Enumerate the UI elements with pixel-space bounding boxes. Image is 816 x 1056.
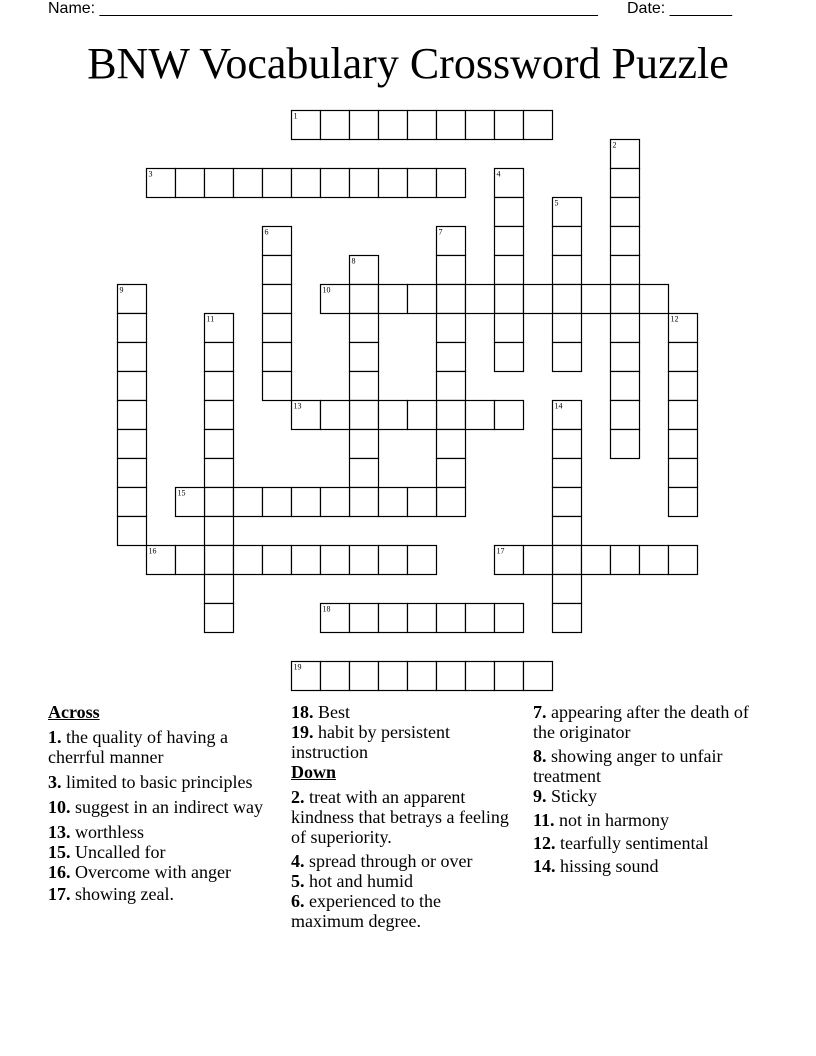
grid-cell[interactable] <box>495 401 524 430</box>
grid-cell[interactable] <box>553 343 582 372</box>
grid-cell[interactable] <box>379 604 408 633</box>
grid-cell[interactable] <box>437 488 466 517</box>
grid-cell[interactable] <box>118 285 147 314</box>
clue-number-label: 9 <box>119 285 124 295</box>
grid-cell[interactable] <box>553 546 582 575</box>
grid-cell[interactable] <box>495 285 524 314</box>
clue-number-label: 14 <box>554 401 563 411</box>
grid-cell[interactable] <box>350 546 379 575</box>
grid-cell[interactable] <box>582 546 611 575</box>
grid-cell[interactable] <box>495 111 524 140</box>
grid-cell[interactable] <box>205 314 234 343</box>
date-field-label: Date: _______ <box>627 0 732 17</box>
clue-across-16: 16. Overcome with anger <box>48 862 231 882</box>
grid-cell[interactable] <box>118 488 147 517</box>
grid-cell[interactable] <box>553 256 582 285</box>
grid-cell[interactable] <box>263 343 292 372</box>
grid-cell[interactable] <box>176 488 205 517</box>
grid-cell[interactable] <box>437 343 466 372</box>
grid-cell[interactable] <box>292 401 321 430</box>
clue-down-2: 2. treat with an apparent kindness that betrays a feeling of superiority. <box>291 787 509 847</box>
grid-cell[interactable] <box>524 111 553 140</box>
grid-cell[interactable] <box>524 285 553 314</box>
grid-cell[interactable] <box>611 198 640 227</box>
grid-cell[interactable] <box>495 546 524 575</box>
clue-number-label: 2 <box>612 140 617 150</box>
grid-cell[interactable] <box>669 430 698 459</box>
grid-cell[interactable] <box>437 256 466 285</box>
grid-cell[interactable] <box>118 517 147 546</box>
grid-cell[interactable] <box>611 169 640 198</box>
grid-cell[interactable] <box>466 111 495 140</box>
grid-cell[interactable] <box>118 401 147 430</box>
clue-number-label: 11 <box>206 314 215 324</box>
clues-column-1 <box>48 702 273 909</box>
down-heading: Down <box>291 762 337 782</box>
grid-cell[interactable] <box>495 343 524 372</box>
grid-cell[interactable] <box>437 285 466 314</box>
clues-column-3 <box>533 702 758 881</box>
grid-cell[interactable] <box>437 227 466 256</box>
grid-cell[interactable] <box>408 401 437 430</box>
clue-down-11: 11. not in harmony <box>533 810 670 830</box>
across-heading: Across <box>48 702 100 722</box>
grid-cell[interactable] <box>611 256 640 285</box>
grid-cell[interactable] <box>263 314 292 343</box>
grid-cell[interactable] <box>495 662 524 691</box>
grid-cell[interactable] <box>611 372 640 401</box>
grid-cell[interactable] <box>263 169 292 198</box>
clue-down-4: 4. spread through or over <box>291 851 473 871</box>
grid-cell[interactable] <box>611 227 640 256</box>
grid-cell[interactable] <box>669 488 698 517</box>
grid-cell[interactable] <box>118 314 147 343</box>
grid-cell[interactable] <box>118 459 147 488</box>
grid-cell[interactable] <box>205 401 234 430</box>
grid-cell[interactable] <box>118 430 147 459</box>
grid-cell[interactable] <box>263 488 292 517</box>
grid-cell[interactable] <box>205 488 234 517</box>
grid-cell[interactable] <box>321 488 350 517</box>
clue-across-3: 3. limited to basic principles <box>48 772 253 792</box>
grid-cell[interactable] <box>292 111 321 140</box>
grid-cell[interactable] <box>263 546 292 575</box>
grid-cell[interactable] <box>466 662 495 691</box>
grid-cell[interactable] <box>205 343 234 372</box>
grid-cell[interactable] <box>553 401 582 430</box>
grid-cell[interactable] <box>350 314 379 343</box>
clue-number-label: 1 <box>293 111 298 121</box>
grid-cell[interactable] <box>495 169 524 198</box>
grid-cell[interactable] <box>669 343 698 372</box>
grid-cell[interactable] <box>611 140 640 169</box>
clue-down-12: 12. tearfully sentimental <box>533 833 709 853</box>
grid-cell[interactable] <box>205 575 234 604</box>
clue-down-8: 8. showing anger to unfair treatment <box>533 746 723 786</box>
grid-cell[interactable] <box>640 546 669 575</box>
grid-cell[interactable] <box>611 314 640 343</box>
grid-cell[interactable] <box>495 604 524 633</box>
grid-cell[interactable] <box>147 546 176 575</box>
grid-cell[interactable] <box>437 372 466 401</box>
clue-number-label: 19 <box>293 662 302 672</box>
grid-cell[interactable] <box>466 401 495 430</box>
grid-cell[interactable] <box>350 111 379 140</box>
grid-cell[interactable] <box>205 546 234 575</box>
grid-cell[interactable] <box>205 430 234 459</box>
grid-cell[interactable] <box>611 401 640 430</box>
grid-cell[interactable] <box>176 546 205 575</box>
grid-cell[interactable] <box>553 314 582 343</box>
grid-cell[interactable] <box>263 227 292 256</box>
grid-cell[interactable] <box>176 169 205 198</box>
grid-cell[interactable] <box>234 488 263 517</box>
grid-cell[interactable] <box>495 198 524 227</box>
grid-cell[interactable] <box>321 401 350 430</box>
clue-across-19: 19. habit by persistent instruction <box>291 722 450 762</box>
grid-cell[interactable] <box>408 488 437 517</box>
grid-cell[interactable] <box>640 285 669 314</box>
clue-number-label: 17 <box>496 546 505 556</box>
grid-cell[interactable] <box>553 604 582 633</box>
grid-cell[interactable] <box>495 256 524 285</box>
grid-cell[interactable] <box>292 662 321 691</box>
grid-cell[interactable] <box>495 227 524 256</box>
grid-cell[interactable] <box>524 546 553 575</box>
grid-cell[interactable] <box>437 314 466 343</box>
grid-cell[interactable] <box>350 285 379 314</box>
clue-down-6: 6. experienced to the maximum degree. <box>291 891 441 931</box>
grid-cell[interactable] <box>611 546 640 575</box>
grid-cell[interactable] <box>437 662 466 691</box>
name-field-label: Name: ________________________________________________________ <box>48 0 598 17</box>
grid-cell[interactable] <box>669 401 698 430</box>
grid-cell[interactable] <box>321 604 350 633</box>
grid-cell[interactable] <box>321 662 350 691</box>
grid-cell[interactable] <box>437 430 466 459</box>
grid-cell[interactable] <box>582 285 611 314</box>
grid-cell[interactable] <box>524 662 553 691</box>
grid-cell[interactable] <box>292 488 321 517</box>
clue-across-18: 18. Best <box>291 702 351 722</box>
grid-cell[interactable] <box>669 372 698 401</box>
grid-cell[interactable] <box>466 285 495 314</box>
grid-cell[interactable] <box>321 546 350 575</box>
grid-cell[interactable] <box>553 198 582 227</box>
clue-number-label: 13 <box>293 401 302 411</box>
grid-cell[interactable] <box>553 459 582 488</box>
grid-cell[interactable] <box>466 604 495 633</box>
grid-cell[interactable] <box>350 401 379 430</box>
grid-cell[interactable] <box>205 604 234 633</box>
grid-cell[interactable] <box>611 343 640 372</box>
clue-across-1: 1. the quality of having a cherrful manner <box>48 727 228 767</box>
grid-cell[interactable] <box>234 169 263 198</box>
grid-cell[interactable] <box>350 488 379 517</box>
grid-cell[interactable] <box>205 169 234 198</box>
grid-cell[interactable] <box>553 575 582 604</box>
grid-cell[interactable] <box>350 256 379 285</box>
grid-cell[interactable] <box>147 169 176 198</box>
clue-number-label: 18 <box>322 604 331 614</box>
grid-cell[interactable] <box>379 285 408 314</box>
grid-cell[interactable] <box>437 169 466 198</box>
page-title: BNW Vocabulary Crossword Puzzle <box>87 39 729 88</box>
grid-cell[interactable] <box>611 430 640 459</box>
grid-cell[interactable] <box>379 169 408 198</box>
grid-cell[interactable] <box>437 459 466 488</box>
grid-cell[interactable] <box>263 372 292 401</box>
clue-down-5: 5. hot and humid <box>291 871 413 891</box>
grid-cell[interactable] <box>379 488 408 517</box>
grid-cell[interactable] <box>292 169 321 198</box>
grid-cell[interactable] <box>669 314 698 343</box>
grid-cell[interactable] <box>437 604 466 633</box>
grid-cell[interactable] <box>350 169 379 198</box>
clue-number-label: 5 <box>554 198 559 208</box>
clue-number-label: 6 <box>264 227 269 237</box>
grid-cell[interactable] <box>408 662 437 691</box>
clue-across-15: 15. Uncalled for <box>48 842 166 862</box>
clue-number-label: 4 <box>496 169 501 179</box>
grid-cell[interactable] <box>205 459 234 488</box>
clue-number-label: 8 <box>351 256 356 266</box>
clue-number-label: 7 <box>438 227 443 237</box>
grid-cell[interactable] <box>350 662 379 691</box>
header <box>48 0 768 20</box>
clue-number-label: 15 <box>177 488 186 498</box>
grid-cell[interactable] <box>263 285 292 314</box>
grid-cell[interactable] <box>350 343 379 372</box>
grid-cell[interactable] <box>350 459 379 488</box>
grid-cell[interactable] <box>408 111 437 140</box>
grid-cell[interactable] <box>321 111 350 140</box>
grid-cell[interactable] <box>553 430 582 459</box>
clue-across-10: 10. suggest in an indirect way <box>48 797 263 817</box>
grid-cell[interactable] <box>263 256 292 285</box>
grid-cell[interactable] <box>408 169 437 198</box>
grid-cell[interactable] <box>437 401 466 430</box>
grid-cell[interactable] <box>408 285 437 314</box>
grid-cell[interactable] <box>292 546 321 575</box>
grid-cell[interactable] <box>379 546 408 575</box>
grid-cell[interactable] <box>350 430 379 459</box>
clue-number-label: 3 <box>148 169 153 179</box>
grid-cell[interactable] <box>553 227 582 256</box>
grid-cell[interactable] <box>611 285 640 314</box>
grid-cell[interactable] <box>321 285 350 314</box>
grid-cell[interactable] <box>408 604 437 633</box>
clue-down-7: 7. appearing after the death of the originator <box>533 702 749 742</box>
grid-cell[interactable] <box>495 314 524 343</box>
grid-cell[interactable] <box>118 372 147 401</box>
clue-across-13: 13. worthless <box>48 822 144 842</box>
grid-cell[interactable] <box>379 662 408 691</box>
grid-cell[interactable] <box>205 517 234 546</box>
clue-number-label: 12 <box>670 314 679 324</box>
grid-cell[interactable] <box>408 546 437 575</box>
clue-down-14: 14. hissing sound <box>533 856 659 876</box>
clues-column-2 <box>291 702 516 936</box>
grid-cell[interactable] <box>234 546 263 575</box>
grid-cell[interactable] <box>350 372 379 401</box>
grid-cell[interactable] <box>553 488 582 517</box>
grid-cell[interactable] <box>321 169 350 198</box>
grid-cell[interactable] <box>553 517 582 546</box>
clue-down-9: 9. Sticky <box>533 786 598 806</box>
grid-cell[interactable] <box>350 604 379 633</box>
grid-cell[interactable] <box>669 459 698 488</box>
grid-cell[interactable] <box>669 546 698 575</box>
grid-cell[interactable] <box>553 285 582 314</box>
clue-number-label: 10 <box>322 285 331 295</box>
grid-cell[interactable] <box>379 111 408 140</box>
grid-cell[interactable] <box>379 401 408 430</box>
grid-cell[interactable] <box>118 343 147 372</box>
clue-across-17: 17. showing zeal. <box>48 884 174 904</box>
clue-number-label: 16 <box>148 546 157 556</box>
grid-cell[interactable] <box>437 111 466 140</box>
grid-cell[interactable] <box>205 372 234 401</box>
